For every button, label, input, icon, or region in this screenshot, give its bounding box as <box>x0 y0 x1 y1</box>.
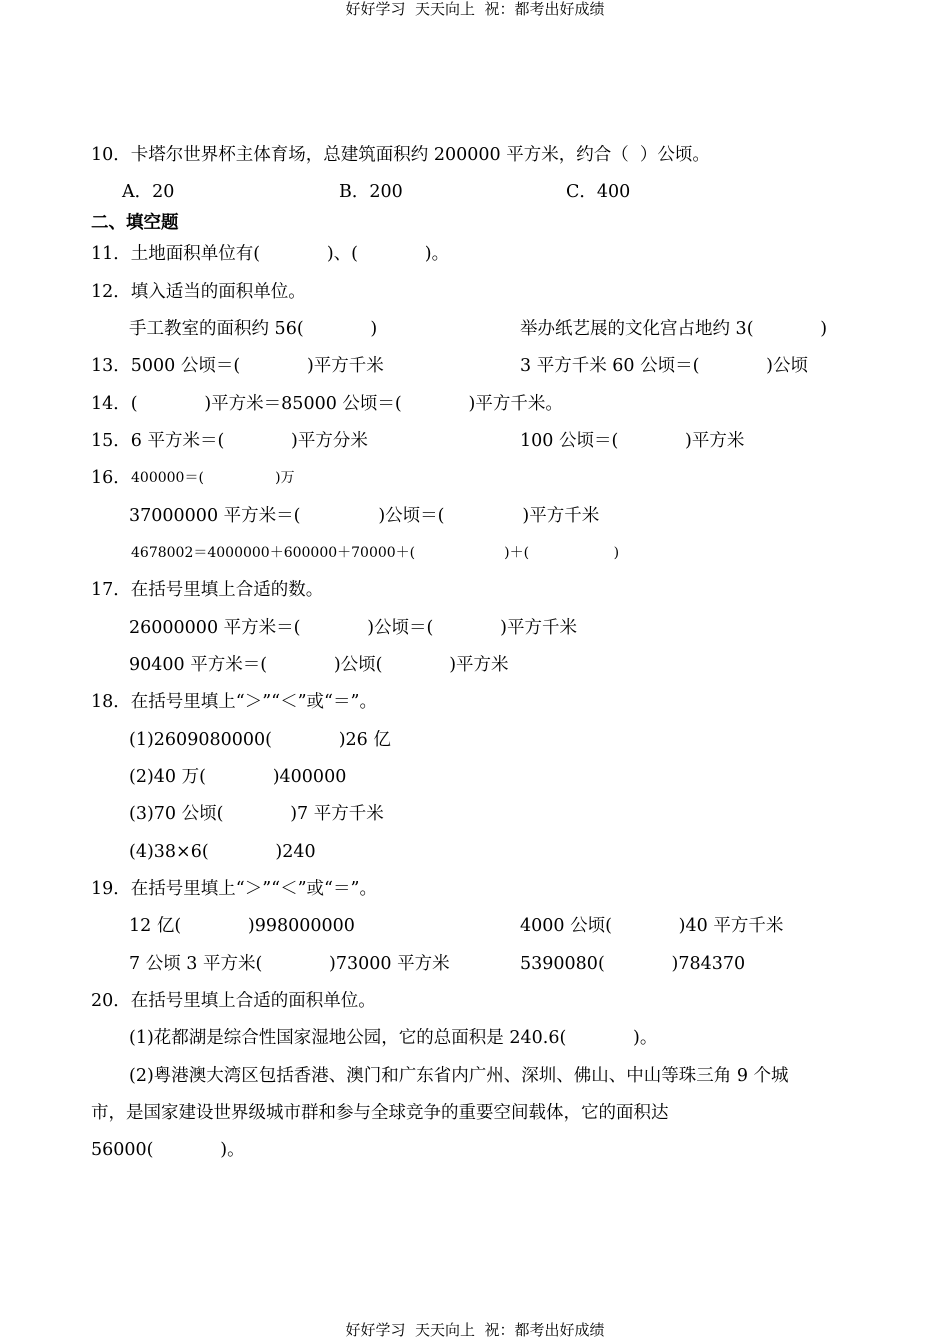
question-18-item-1: (1)2609080000( )26 亿 <box>129 730 391 750</box>
question-16-line-1: 400000＝( )万 <box>131 470 295 486</box>
question-17-stem: 17．在括号里填上合适的数。 <box>91 580 324 600</box>
question-19-stem: 19．在括号里填上“＞”“＜”或“＝”。 <box>91 879 377 899</box>
question-17-line-2: 90400 平方米＝( )公顷( )平方米 <box>129 655 509 675</box>
question-13-right: 3 平方千米 60 公顷＝( )公顷 <box>520 356 808 376</box>
question-17-line-1: 26000000 平方米＝( )公顷＝( )平方千米 <box>129 618 577 638</box>
question-16-line-2: 37000000 平方米＝( )公顷＝( )平方千米 <box>129 506 600 526</box>
question-11: 11．土地面积单位有( )、( )。 <box>91 244 450 264</box>
section-title-fill-blanks: 二、填空题 <box>91 213 179 233</box>
question-18-item-2: (2)40 万( )400000 <box>129 767 347 787</box>
page-footer: 好好学习 天天向上 祝：都考出好成绩 <box>345 1321 605 1339</box>
question-14: 14．( )平方米＝85000 公顷＝( )平方千米。 <box>91 394 563 414</box>
question-18-stem: 18．在括号里填上“＞”“＜”或“＝”。 <box>91 692 377 712</box>
question-18-item-4: (4)38×6( )240 <box>129 842 316 862</box>
question-20-item-1: (1)花都湖是综合性国家湿地公园，它的总面积是 240.6( )。 <box>129 1028 658 1048</box>
question-19-row-1-left: 12 亿( )998000000 <box>129 916 355 936</box>
question-20-item-2-line-2: 市，是国家建设世界级城市群和参与全球竞争的重要空间载体，它的面积达 <box>91 1103 669 1123</box>
question-20-item-2-line-1: (2)粤港澳大湾区包括香港、澳门和广东省内广州、深圳、佛山、中山等珠三角 9 个城 <box>129 1066 789 1086</box>
question-19-row-2-left: 7 公顷 3 平方米( )73000 平方米 <box>129 954 450 974</box>
question-16-number: 16． <box>91 468 131 488</box>
question-18-item-3: (3)70 公顷( )7 平方千米 <box>129 804 384 824</box>
question-12-stem: 12．填入适当的面积单位。 <box>91 282 306 302</box>
question-10-option-a: A．20 <box>122 182 175 202</box>
question-19-row-2-right: 5390080( )784370 <box>520 954 746 974</box>
question-20-stem: 20．在括号里填上合适的面积单位。 <box>91 991 376 1011</box>
question-19-row-1-right: 4000 公顷( )40 平方千米 <box>520 916 784 936</box>
question-16-line-3: 4678002＝4000000＋600000＋70000＋( )＋( ) <box>131 545 620 561</box>
question-15-right: 100 公顷＝( )平方米 <box>520 431 745 451</box>
question-13-left: 13．5000 公顷＝( )平方千米 <box>91 356 384 376</box>
question-12-item-right: 举办纸艺展的文化宫占地约 3( ) <box>520 319 828 339</box>
question-10-option-b: B．200 <box>339 182 403 202</box>
question-20-item-2-line-3: 56000( )。 <box>91 1140 245 1160</box>
question-10-stem: 10．卡塔尔世界杯主体育场，总建筑面积约 200000 平方米，约合（ ）公顷。 <box>91 145 710 165</box>
page-header: 好好学习 天天向上 祝：都考出好成绩 <box>345 0 605 18</box>
question-15-left: 15．6 平方米＝( )平方分米 <box>91 431 368 451</box>
question-12-item-left: 手工教室的面积约 56( ) <box>129 319 378 339</box>
question-10-option-c: C．400 <box>566 182 631 202</box>
